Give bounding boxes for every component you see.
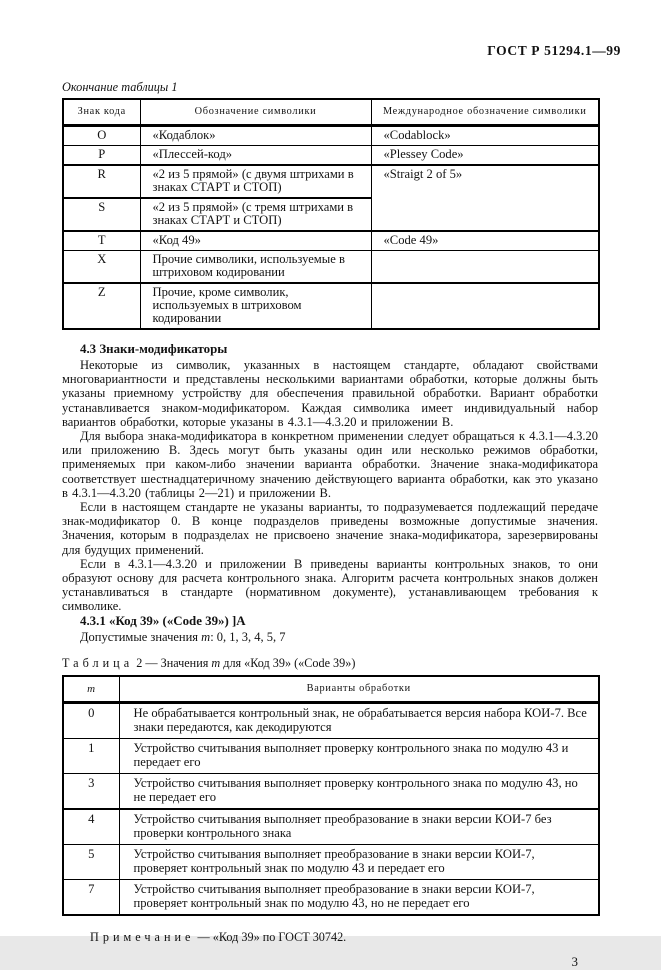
cell-international: «Code 49» [371, 231, 599, 251]
cell-symbology: «Плессей-код» [140, 146, 371, 166]
table-row [63, 702, 599, 738]
cell-international: «Plessey Code» [371, 146, 599, 166]
table-row [63, 146, 599, 166]
variable-m: m [211, 655, 221, 670]
column-header-code: Знак кода [63, 99, 140, 126]
cell-international [371, 251, 599, 284]
cell-variant: Не обрабатывается контрольный знак, не обрабатывается версия набора КОИ-7. Все знаки передаются, как декодируются [119, 702, 599, 738]
cell-m: 3 [63, 773, 119, 809]
variable-m: m [201, 629, 211, 644]
table-row [63, 879, 599, 915]
page-number: 3 [571, 953, 578, 969]
cell-variant: Устройство считывания выполняет преобразование в знаки версии КОИ-7, проверяет контрольный знак по модулю 43 и передает его [119, 844, 599, 879]
cell-code: X [63, 251, 140, 284]
paragraph: Если в 4.3.1—4.3.20 и приложении В приведены варианты контрольных знаков, то они образуют основу для расчета контрольного знака. Алгоритм расчета контрольных знаков должен устанавливаться в стандарте (нормативном документе), устанавливающем требования к символике. [62, 556, 598, 614]
table1-continuation-label: Окончание таблицы 1 [62, 80, 178, 94]
note [90, 930, 598, 944]
paragraph: Некоторые из символик, указанных в настоящем стандарте, обладают свойствами многовариантности и представлены несколькими вариантами обработки, которые должны быть указаны приемному устройству для обеспечения правильной обработки. Вариант обработки устанавливается знаком-модификатором. Каждая символика имеет индивидуальный набор вариантов обработки, которые указаны в 4.3.1—4.3.20 и приложении В. [62, 358, 598, 429]
cell-code: R [63, 165, 140, 198]
cell-code: Z [63, 283, 140, 329]
document-number: ГОСТ Р 51294.1—99 [487, 43, 621, 58]
cell-m: 4 [63, 809, 119, 845]
page-content [62, 81, 598, 970]
table2-caption-word: Таблица [62, 655, 134, 670]
column-header-symbology: Обозначение символики [140, 99, 371, 126]
cell-international: «Codablock» [371, 126, 599, 146]
cell-variant: Устройство считывания выполняет проверку контрольного знака по модулю 43, но не передает его [119, 773, 599, 809]
code39-values-table [62, 675, 600, 916]
section-4-3-1-heading: 4.3.1 «Код 39» («Code 39») ]A [80, 613, 246, 628]
cell-international: «Straigt 2 of 5» [371, 165, 599, 231]
cell-code: O [63, 126, 140, 146]
table-row [63, 231, 599, 251]
paragraph: Если в настоящем стандарте не указаны варианты, то подразумевается подлежащий передаче знак-модификатор 0. В конце подразделов приведены возможные допустимые значения. Значения, которым в подразделах не присвоено значение знака-модификатора, зарезервированы для будущих применений. [62, 500, 598, 557]
table-row [63, 738, 599, 773]
symbology-table [62, 98, 600, 330]
cell-m: 7 [63, 879, 119, 915]
column-header-m: m [63, 676, 119, 703]
note-text: — «Код 39» по ГОСТ 30742. [194, 929, 347, 944]
table-row [63, 809, 599, 845]
cell-symbology: «Кодаблок» [140, 126, 371, 146]
cell-symbology: Прочие, кроме символик, используемых в штриховом кодировании [140, 283, 371, 329]
table-row [63, 251, 599, 284]
cell-symbology: «2 из 5 прямой» (с двумя штрихами в знаках СТАРТ и СТОП) [140, 165, 371, 198]
allowed-values-line [62, 630, 598, 645]
cell-symbology: Прочие символики, используемые в штриховом кодировании [140, 251, 371, 284]
table-header-row [63, 676, 599, 703]
cell-code: T [63, 231, 140, 251]
table-header-row [63, 99, 599, 126]
section-4-3-heading: 4.3 Знаки-модификаторы [80, 342, 228, 356]
table2-caption-number: 2 — Значения [133, 655, 212, 670]
allowed-values-list: : 0, 1, 3, 4, 5, 7 [210, 629, 286, 644]
column-header-international: Международное обозначение символики [371, 99, 599, 126]
allowed-values-prefix: Допустимые значения [80, 629, 202, 644]
table-row [63, 844, 599, 879]
cell-m: 1 [63, 738, 119, 773]
cell-variant: Устройство считывания выполняет преобразование в знаки версии КОИ-7, проверяет контрольный знак по модулю 43, но не передает его [119, 879, 599, 915]
cell-international [371, 283, 599, 329]
cell-code: P [63, 146, 140, 166]
table-row [63, 126, 599, 146]
cell-symbology: «Код 49» [140, 231, 371, 251]
note-label: Примечание [90, 929, 195, 944]
table2-caption-rest: для «Код 39» («Code 39») [220, 655, 356, 670]
cell-code: S [63, 198, 140, 231]
cell-variant: Устройство считывания выполняет преобразование в знаки версии КОИ-7 без проверки контрольного знака [119, 809, 599, 845]
table-row [63, 165, 599, 198]
table2-caption [62, 656, 598, 670]
paragraph: Для выбора знака-модификатора в конкретном применении следует обращаться к 4.3.1—4.3.20 или приложению В. Здесь могут быть указаны один или несколько режимов обработки, применяемых при каком-либо значении варианта обработки. Значение знака-модификатора соответствует шестнадцатеричному значению действующего варианта обработки, как это указано в 4.3.1—4.3.20 (таблицы 2—21) и приложении В. [62, 429, 598, 500]
cell-m: 5 [63, 844, 119, 879]
table-row [63, 773, 599, 809]
cell-variant: Устройство считывания выполняет проверку контрольного знака по модулю 43 и передает его [119, 738, 599, 773]
table-row [63, 283, 599, 329]
cell-symbology: «2 из 5 прямой» (с тремя штрихами в знаках СТАРТ и СТОП) [140, 198, 371, 231]
column-header-variants: Варианты обработки [119, 676, 599, 703]
cell-m: 0 [63, 702, 119, 738]
